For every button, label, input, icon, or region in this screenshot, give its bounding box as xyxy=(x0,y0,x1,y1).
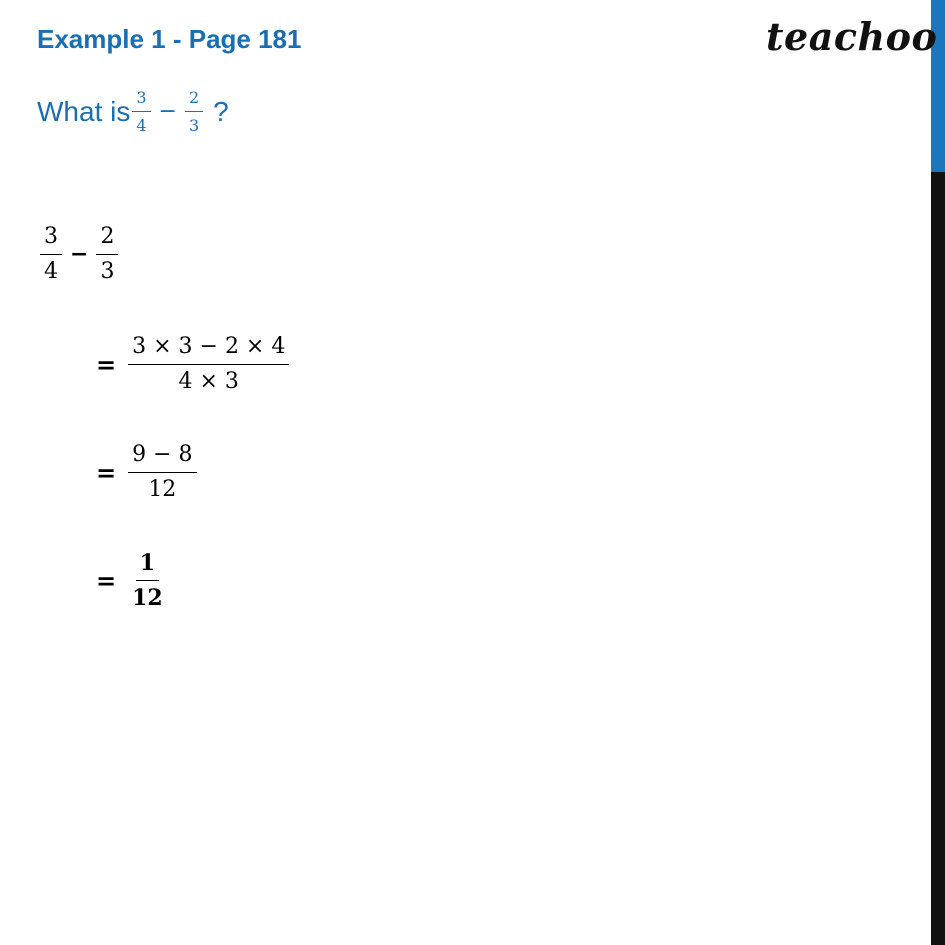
equals-sign: = xyxy=(96,350,117,379)
fraction-numerator: 3 × 3 − 2 × 4 xyxy=(128,334,289,365)
fraction-numerator: 1 xyxy=(136,550,159,581)
equals-sign: = xyxy=(96,566,117,595)
fraction-numerator: 3 xyxy=(132,88,150,112)
expression-fraction-1 xyxy=(40,224,62,286)
minus-sign: − xyxy=(158,99,177,125)
fraction-denominator: 3 xyxy=(188,116,200,136)
final-answer xyxy=(96,550,167,612)
teachoo-logo: teachoo xyxy=(766,14,938,59)
expression-line xyxy=(40,224,118,286)
step-fraction xyxy=(128,334,289,396)
solution-step-1 xyxy=(96,334,289,396)
expression-fraction-2 xyxy=(96,224,118,286)
question-fraction-2 xyxy=(185,88,203,135)
fraction-denominator: 4 xyxy=(136,116,147,136)
question-mark: ? xyxy=(213,95,229,127)
question-prefix: What is xyxy=(37,95,131,127)
fraction-denominator: 12 xyxy=(148,477,177,503)
question-fraction-1 xyxy=(132,88,150,135)
fraction-numerator: 2 xyxy=(96,224,118,255)
step-fraction xyxy=(128,442,196,504)
answer-fraction xyxy=(128,550,167,612)
solution-step-2 xyxy=(96,442,197,504)
fraction-denominator: 12 xyxy=(132,585,163,612)
fraction-numerator: 2 xyxy=(185,88,203,112)
fraction-denominator: 4 xyxy=(44,259,58,285)
minus-sign: − xyxy=(70,242,89,268)
fraction-denominator: 3 xyxy=(100,259,115,285)
fraction-numerator: 3 xyxy=(40,224,62,255)
page-title: Example 1 - Page 181 xyxy=(37,24,302,54)
fraction-denominator: 4 × 3 xyxy=(178,369,239,395)
equals-sign: = xyxy=(96,458,117,487)
question-text xyxy=(37,88,229,135)
fraction-numerator: 9 − 8 xyxy=(128,442,196,473)
